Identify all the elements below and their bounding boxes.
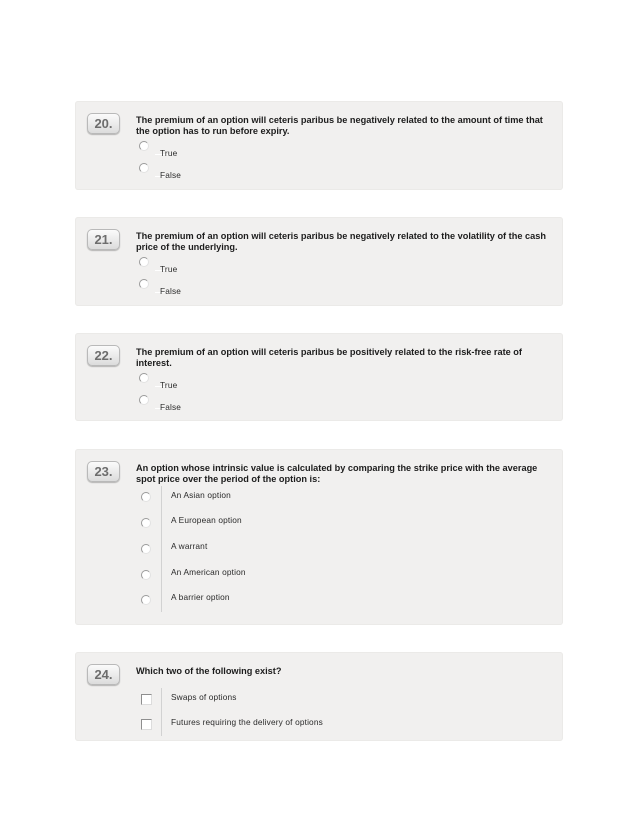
option-label: False — [160, 170, 182, 180]
option-column-divider — [161, 688, 162, 736]
radio-button-icon[interactable] — [141, 570, 151, 580]
question-number-badge: 21. — [87, 229, 120, 250]
question-number-badge: 20. — [87, 113, 120, 134]
radio-button-icon[interactable] — [139, 279, 149, 289]
question-text: Which two of the following exist? — [136, 666, 282, 676]
question-card-22 — [75, 333, 563, 421]
question-text: The premium of an option will ceteris paribus be negatively related to the volatility of the cash price of the underlying. — [136, 231, 546, 252]
option-label: Swaps of options — [171, 692, 237, 702]
radio-button-icon[interactable] — [141, 492, 151, 502]
radio-button-icon[interactable] — [139, 163, 149, 173]
question-number-badge: 22. — [87, 345, 120, 366]
option-label: An American option — [171, 567, 246, 577]
option-label: True — [160, 380, 178, 390]
option-label: Futures requiring the delivery of options — [171, 717, 323, 727]
option-label: A barrier option — [171, 592, 230, 602]
question-text: The premium of an option will ceteris paribus be negatively related to the amount of time that the option has to run before expiry. — [136, 115, 543, 136]
question-card-23 — [75, 449, 563, 625]
option-label: A warrant — [171, 541, 208, 551]
option-label: False — [160, 286, 182, 296]
question-text: The premium of an option will ceteris paribus be positively related to the risk-free rate of interest. — [136, 347, 522, 368]
option-label: An Asian option — [171, 490, 231, 500]
question-text: An option whose intrinsic value is calculated by comparing the strike price with the average spot price over the period of the option is: — [136, 463, 538, 484]
radio-button-icon[interactable] — [139, 141, 149, 151]
question-card-20 — [75, 101, 563, 190]
option-label: True — [160, 148, 178, 158]
radio-button-icon[interactable] — [139, 373, 149, 383]
option-label: A European option — [171, 515, 242, 525]
radio-button-icon[interactable] — [141, 518, 151, 528]
option-column-divider — [161, 486, 162, 612]
radio-button-icon[interactable] — [139, 395, 149, 405]
question-number-badge: 23. — [87, 461, 120, 482]
option-label: False — [160, 402, 182, 412]
question-number-badge: 24. — [87, 664, 120, 685]
radio-button-icon[interactable] — [139, 257, 149, 267]
radio-button-icon[interactable] — [141, 595, 151, 605]
question-card-24 — [75, 652, 563, 741]
option-label: True — [160, 264, 178, 274]
checkbox-icon[interactable] — [141, 694, 152, 705]
checkbox-icon[interactable] — [141, 719, 152, 730]
question-card-21 — [75, 217, 563, 306]
radio-button-icon[interactable] — [141, 544, 151, 554]
